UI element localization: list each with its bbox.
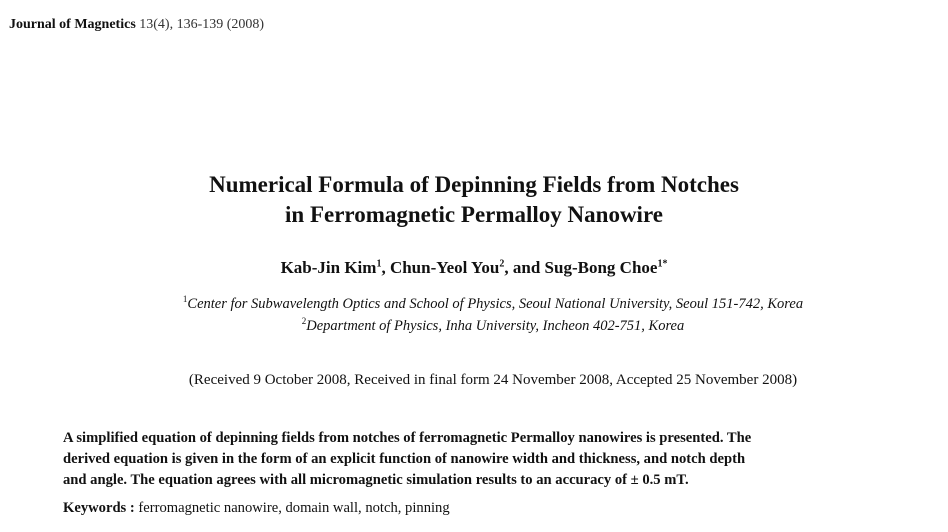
journal-citation	[9, 17, 264, 33]
author-list	[0, 258, 948, 278]
abstract-line: derived equation is given in the form of an explicit function of nanowire width and thickness, and notch depth	[63, 451, 746, 467]
affiliation-1	[0, 296, 948, 313]
paper-title-line-2: in Ferromagnetic Permalloy Nanowire	[285, 202, 663, 227]
author-name: Sug-Bong Choe	[544, 258, 658, 277]
author-name: Kab-Jin Kim	[280, 258, 377, 277]
affiliation-text: Department of Physics, Inha University, Incheon 402-751, Korea	[306, 318, 685, 334]
author-affiliation-mark: 2	[499, 258, 505, 270]
journal-name: Journal of Magnetics	[9, 17, 136, 32]
affiliation-mark: 1	[182, 294, 188, 305]
author-affiliation-mark: 1	[376, 258, 382, 270]
author-affiliation-mark: 1*	[657, 258, 668, 270]
abstract-line: and angle. The equation agrees with all micromagnetic simulation results to an accuracy of ± 0.5 mT.	[63, 472, 689, 488]
author-separator: , and	[504, 258, 545, 277]
author-separator: ,	[381, 258, 390, 277]
abstract-line: A simplified equation of depinning fields from notches of ferromagnetic Permalloy nanowires is presented. The	[63, 430, 752, 446]
received-dates: (Received 9 October 2008, Received in final form 24 November 2008, Accepted 25 November 2008)	[188, 372, 798, 388]
keywords-text: ferromagnetic nanowire, domain wall, notch, pinning	[138, 500, 450, 516]
author-name: Chun-Yeol You	[389, 258, 500, 277]
keywords	[63, 500, 450, 517]
abstract	[63, 428, 931, 491]
paper-title-line-1: Numerical Formula of Depinning Fields from Notches	[209, 172, 739, 197]
affiliation-2	[0, 318, 948, 335]
keywords-label: Keywords :	[63, 500, 135, 516]
affiliation-mark: 2	[301, 316, 307, 327]
journal-volume-pages: 13(4), 136-139 (2008)	[139, 17, 265, 32]
affiliation-text: Center for Subwavelength Optics and School of Physics, Seoul National University, Seoul 151-742, Korea	[187, 296, 804, 312]
